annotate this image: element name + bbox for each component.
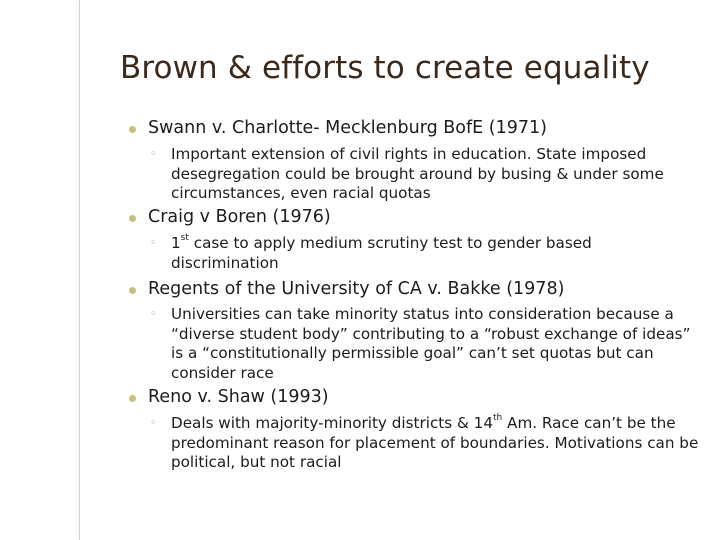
bullet-icon	[129, 126, 136, 133]
sub-item-swann: Important extension of civil rights in education. State imposed desegregation could be brought around by busing & under some circumstances, even racial quotas	[171, 145, 664, 202]
sub-text-pre: Deals with majority-minority districts & 14	[171, 414, 493, 432]
bullet-item-swann: Swann v. Charlotte- Mecklenburg BofE (1971)	[148, 118, 547, 138]
bullet-icon	[129, 287, 136, 294]
bullet-item-bakke: Regents of the University of CA v. Bakke (1978)	[148, 279, 565, 299]
sub-item-bakke: Universities can take minority status into consideration because a “diverse student body” contributing to a “robust exchange of ideas” is a “constitutionally permissible goal” can’t set quotas but can consider race	[171, 305, 691, 382]
sub-text-pre: 1	[171, 234, 181, 252]
sub-item-reno	[171, 414, 701, 473]
sub-bullet-icon: ◦	[150, 416, 157, 429]
sub-bullet-icon: ◦	[150, 307, 157, 320]
bullet-item-craig: Craig v Boren (1976)	[148, 207, 331, 227]
bullet-icon	[129, 395, 136, 402]
sub-item-craig	[171, 234, 701, 273]
ordinal-suffix: st	[180, 233, 189, 243]
bullet-item-reno: Reno v. Shaw (1993)	[148, 387, 329, 407]
slide-title: Brown & efforts to create equality	[120, 50, 650, 86]
bullet-icon	[129, 215, 136, 222]
sub-bullet-icon: ◦	[150, 147, 157, 160]
sub-bullet-icon: ◦	[150, 236, 157, 249]
sub-text-post: Am. Race can’t be the predominant reason for placement of boundaries. Motivations can be political, but not racial	[171, 414, 699, 471]
sub-text-post: case to apply medium scrutiny test to gender based discrimination	[171, 234, 592, 272]
ordinal-suffix: th	[493, 413, 503, 423]
